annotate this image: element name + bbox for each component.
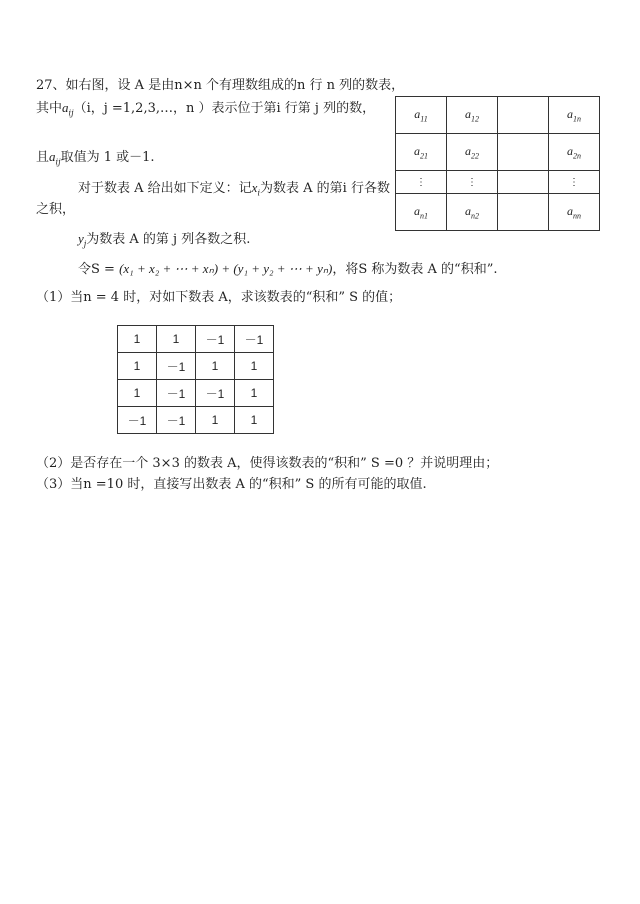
- question-3: （3）当n =10 时，直接写出数表 A 的“积和” S 的所有可能的取值.: [36, 477, 427, 492]
- table-cell: $a_{22}$: [447, 134, 498, 171]
- table-cell: $a_{11}$: [396, 97, 447, 134]
- problem-line-2: 其中$a_{ij}(i$，j =1,2,3,…，n ）表示位于第i 行第 j 列的数，: [36, 100, 376, 118]
- table-cell: －1: [196, 380, 235, 407]
- table-row: [396, 194, 600, 231]
- table-row: [118, 326, 274, 353]
- table-row: [118, 407, 274, 434]
- table-cell: $a_{n2}$: [447, 194, 498, 231]
- table-cell: $a_{n1}$: [396, 194, 447, 231]
- table-cell: －1: [157, 353, 196, 380]
- table-cell: [498, 134, 549, 171]
- table-cell: $a_{12}$: [447, 97, 498, 134]
- table-cell: $a_{2n}$: [549, 134, 600, 171]
- table-cell: $a_{21}$: [396, 134, 447, 171]
- table-cell: －1: [196, 326, 235, 353]
- question-2: （2）是否存在一个 3×3 的数表 A，使得该数表的“积和” S =0 ？并说明理由；: [36, 456, 499, 471]
- table-cell: ⋮: [447, 171, 498, 194]
- table-row: [118, 380, 274, 407]
- table-cell: 1: [235, 353, 274, 380]
- table-cell: $a_{1n}$: [549, 97, 600, 134]
- question-1: （1）当n = 4 时，对如下数表 A，求该数表的“积和” S 的值；: [36, 290, 402, 305]
- table-row: [396, 171, 600, 194]
- table-cell: －1: [118, 407, 157, 434]
- table-cell: ⋮: [549, 171, 600, 194]
- problem-line-7: 令S = (x₁ + x₂ + ⋯ + xₙ) + (y₁ + y₂ + ⋯ + yₙ)，将S 称为数表 A 的“积和”.: [78, 261, 498, 277]
- product-sum-formula: (x₁ + x₂ + ⋯ + xₙ) + (y₁ + y₂ + ⋯ + yₙ): [119, 261, 333, 276]
- table-cell: －1: [235, 326, 274, 353]
- table-cell: ⋮: [396, 171, 447, 194]
- table-cell: －1: [157, 407, 196, 434]
- table-cell: －1: [157, 380, 196, 407]
- problem-line-4: 对于数表 A 给出如下定义：记$x_i$为数表 A 的第i 行各数: [78, 180, 390, 198]
- table-cell: 1: [118, 353, 157, 380]
- problem-line-5: 之积，: [36, 202, 76, 217]
- example-matrix-table: [117, 325, 274, 434]
- table-row: [118, 353, 274, 380]
- table-cell: 1: [196, 353, 235, 380]
- table-cell: [498, 194, 549, 231]
- table-cell: 1: [118, 380, 157, 407]
- table-row: [396, 97, 600, 134]
- table-cell: $a_{nn}$: [549, 194, 600, 231]
- general-matrix-table: [395, 96, 600, 231]
- table-cell: 1: [118, 326, 157, 353]
- table-cell: 1: [235, 380, 274, 407]
- problem-line-1: 27、如右图，设 A 是由n×n 个有理数组成的n 行 n 列的数表，: [36, 78, 405, 93]
- problem-line-3: 且$a_{ij}$取值为 1 或－1.: [36, 149, 155, 167]
- table-cell: 1: [235, 407, 274, 434]
- table-cell: [498, 97, 549, 134]
- table-cell: [498, 171, 549, 194]
- table-row: [396, 134, 600, 171]
- table-cell: 1: [196, 407, 235, 434]
- table-cell: 1: [157, 326, 196, 353]
- problem-line-6: $y_j$为数表 A 的第 j 列各数之积.: [78, 231, 251, 249]
